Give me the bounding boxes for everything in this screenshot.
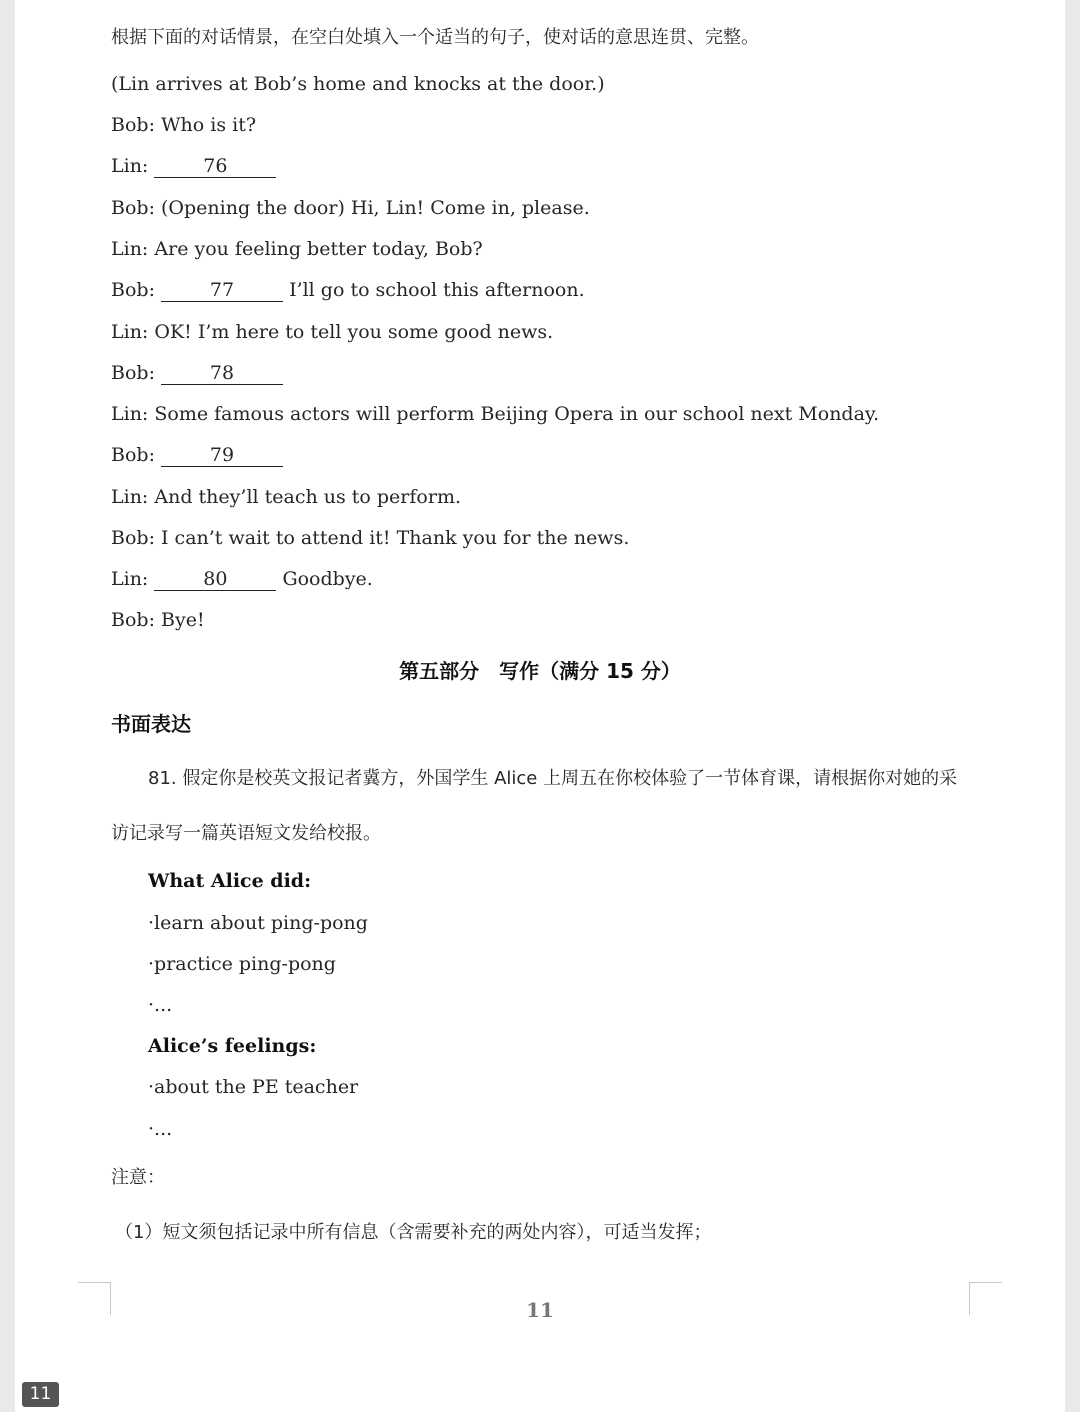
dialogue-text: I’ll go to school this afternoon. bbox=[289, 279, 585, 301]
dialogue-text: Are you feeling better today, Bob? bbox=[154, 238, 483, 260]
speaker: Bob: bbox=[111, 362, 155, 384]
dialogue-text: And they’ll teach us to perform. bbox=[154, 486, 461, 508]
section-title: 第五部分 写作（满分 15 分） bbox=[399, 659, 681, 683]
dialogue-line bbox=[111, 565, 373, 593]
speaker: Lin: bbox=[111, 321, 149, 343]
dialogue-line bbox=[111, 524, 629, 552]
dialogue-text: Bye! bbox=[161, 609, 205, 631]
subsection-title: 书面表达 bbox=[111, 712, 191, 736]
dialogue-line bbox=[111, 483, 461, 511]
speaker: Lin: bbox=[111, 486, 149, 508]
scene-text: (Lin arrives at Bob’s home and knocks at the door.) bbox=[111, 73, 605, 95]
answer-blank: 77 bbox=[161, 279, 283, 302]
dialogue-text: Who is it? bbox=[161, 114, 257, 136]
speaker: Bob: bbox=[111, 527, 155, 549]
list-item: ·... bbox=[148, 1118, 173, 1140]
speaker: Bob: bbox=[111, 114, 155, 136]
document-page bbox=[15, 0, 1065, 1412]
speaker: Bob: bbox=[111, 444, 155, 466]
list-item: ·practice ping-pong bbox=[148, 953, 336, 975]
speaker: Bob: bbox=[111, 279, 155, 301]
dialogue-line bbox=[111, 400, 879, 428]
speaker: Bob: bbox=[111, 197, 155, 219]
answer-blank: 76 bbox=[154, 155, 276, 178]
dialogue-line bbox=[111, 606, 205, 634]
dialogue-line bbox=[111, 318, 553, 346]
speaker: Lin: bbox=[111, 238, 149, 260]
speaker: Bob: bbox=[111, 609, 155, 631]
dialogue-line bbox=[111, 235, 483, 263]
dialogue-line bbox=[111, 152, 276, 180]
feelings-heading: Alice’s feelings: bbox=[148, 1035, 317, 1057]
dialogue-line bbox=[111, 441, 283, 469]
notes-label: 注意： bbox=[111, 1167, 165, 1188]
dialogue-text: Some famous actors will perform Beijing Opera in our school next Monday. bbox=[154, 403, 880, 425]
dialogue-line bbox=[111, 276, 585, 304]
instruction-text: 根据下面的对话情景，在空白处填入一个适当的句子，使对话的意思连贯、完整。 bbox=[111, 27, 759, 48]
page-indicator-badge[interactable]: 11 bbox=[22, 1382, 59, 1407]
list-item: ·learn about ping-pong bbox=[148, 912, 368, 934]
answer-blank: 80 bbox=[154, 568, 276, 591]
dialogue-text: I can’t wait to attend it! Thank you for the news. bbox=[161, 527, 630, 549]
dialogue-line bbox=[111, 194, 590, 222]
answer-blank: 79 bbox=[161, 444, 283, 467]
list-item: ·... bbox=[148, 994, 173, 1016]
dialogue-text: OK! I’m here to tell you some good news. bbox=[154, 321, 554, 343]
dialogue-text: (Opening the door) Hi, Lin! Come in, please. bbox=[161, 197, 590, 219]
speaker: Lin: bbox=[111, 568, 149, 590]
note-item: （1）短文须包括记录中所有信息（含需要补充的两处内容），可适当发挥； bbox=[115, 1222, 712, 1243]
dialogue-line bbox=[111, 111, 256, 139]
list-item: ·about the PE teacher bbox=[148, 1076, 359, 1098]
answer-blank: 78 bbox=[161, 362, 283, 385]
task-text-line1: 81. 假定你是校英文报记者冀方，外国学生 Alice 上周五在你校体验了一节体育课，请根据你对她的采 bbox=[148, 768, 958, 789]
task-text-line2: 访记录写一篇英语短文发给校报。 bbox=[111, 823, 381, 844]
speaker: Lin: bbox=[111, 403, 149, 425]
speaker: Lin: bbox=[111, 155, 149, 177]
what-heading: What Alice did: bbox=[148, 870, 312, 892]
page-number: 11 bbox=[526, 1298, 554, 1322]
dialogue-line bbox=[111, 359, 283, 387]
dialogue-text: Goodbye. bbox=[282, 568, 373, 590]
